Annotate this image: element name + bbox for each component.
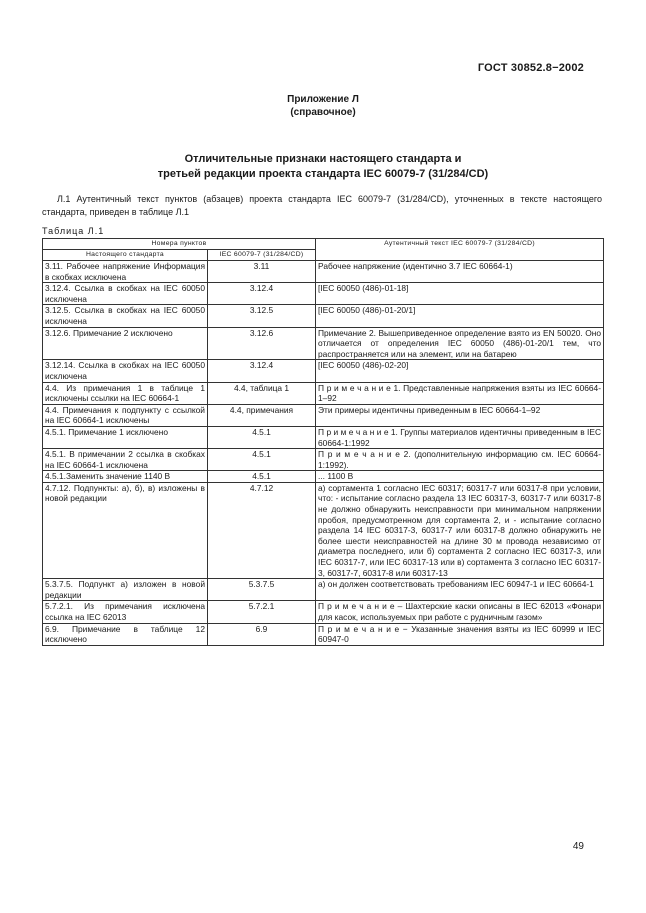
table-caption: Таблица Л.1 xyxy=(42,226,105,236)
section-title-line-1: Отличительные признаки настоящего стандарта и xyxy=(184,153,462,165)
document-code: ГОСТ 30852.8−2002 xyxy=(477,62,584,74)
cell-authentic-text: П р и м е ч а н и е 1. Группы материалов идентичны приведенным в IEC 60664-1:1992 xyxy=(316,426,604,448)
section-title xyxy=(0,152,646,182)
cell-this-standard: 3.12.6. Примечание 2 исключено xyxy=(43,327,208,360)
cell-this-standard: 3.12.14. Ссылка в скобках на IEC 60050 исключена xyxy=(43,360,208,382)
table-row xyxy=(43,471,604,483)
cell-authentic-text: Примечание 2. Вышеприведенное определение взято из EN 50020. Оно отличается от определения IEC 60050 (486)-01-20/1 тем, что распространяется или на элемент, или на батарею xyxy=(316,327,604,360)
cell-this-standard: 6.9. Примечание в таблице 12 исключено xyxy=(43,623,208,645)
cell-this-standard: 3.11. Рабочее напряжение Информация в скобках исключена xyxy=(43,261,208,283)
cell-authentic-text: Эти примеры идентичны приведенным в IEC 60664-1–92 xyxy=(316,404,604,426)
cell-authentic-text: П р и м е ч а н и е − Указанные значения взяты из IEC 60999 и IEC 60947-0 xyxy=(316,623,604,645)
cell-iec-clause: 3.12.4 xyxy=(208,360,316,382)
cell-iec-clause: 3.12.4 xyxy=(208,283,316,305)
cell-authentic-text: П р и м е ч а н и е 1. Представленные напряжения взяты из IEC 60664-1–92 xyxy=(316,382,604,404)
appendix-title: Приложение Л xyxy=(287,94,359,105)
appendix-heading xyxy=(0,93,646,119)
cell-this-standard: 4.5.1. Примечание 1 исключено xyxy=(43,426,208,448)
cell-iec-clause: 6.9 xyxy=(208,623,316,645)
header-item-numbers: Номера пунктов xyxy=(43,239,316,250)
cell-authentic-text: П р и м е ч а н и е 2. (дополнительную информацию см. IEC 60664-1:1992). xyxy=(316,449,604,471)
table-row xyxy=(43,382,604,404)
cell-this-standard: 3.12.4. Ссылка в скобках на IEC 60050 исключена xyxy=(43,283,208,305)
cell-iec-clause: 5.7.2.1 xyxy=(208,601,316,623)
cell-iec-clause: 4.7.12 xyxy=(208,482,316,578)
cell-iec-clause: 3.11 xyxy=(208,261,316,283)
table-row xyxy=(43,327,604,360)
table-row xyxy=(43,426,604,448)
cell-authentic-text: [IEC 60050 (486)-01-20/1] xyxy=(316,305,604,327)
cell-this-standard: 5.7.2.1. Из примечания исключена ссылка на IEC 62013 xyxy=(43,601,208,623)
cell-authentic-text: ... 1100 В xyxy=(316,471,604,483)
table-row xyxy=(43,360,604,382)
header-iec: IEC 60079-7 (31/284/CD) xyxy=(208,250,316,261)
cell-iec-clause: 4.5.1 xyxy=(208,471,316,483)
table-header-row-1 xyxy=(43,239,604,250)
cell-this-standard: 4.5.1.Заменить значение 1140 В xyxy=(43,471,208,483)
appendix-subtitle: (справочное) xyxy=(290,107,356,118)
cell-authentic-text: [IEC 60050 (486)-02-20] xyxy=(316,360,604,382)
intro-paragraph: Л.1 Аутентичный текст пунктов (абзацев) проекта стандарта IEC 60079-7 (31/284/CD), уточненных в тексте настоящего стандарта, приведен в таблице Л.1 xyxy=(42,194,602,217)
cell-iec-clause: 3.12.6 xyxy=(208,327,316,360)
table-row xyxy=(43,623,604,645)
table-body xyxy=(43,261,604,646)
table-row xyxy=(43,261,604,283)
cell-iec-clause: 4.4, примечания xyxy=(208,404,316,426)
section-title-line-2: третьей редакции проекта стандарта IEC 60079-7 (31/284/CD) xyxy=(157,168,489,180)
cell-authentic-text: [IEC 60050 (486)-01-18] xyxy=(316,283,604,305)
cell-this-standard: 4.4. Из примечания 1 в таблице 1 исключены ссылки на IEC 60664-1 xyxy=(43,382,208,404)
table-row xyxy=(43,482,604,578)
cell-this-standard: 3.12.5. Ссылка в скобках на IEC 60050 исключена xyxy=(43,305,208,327)
header-authentic-text: Аутентичный текст IEC 60079-7 (31/284/CD) xyxy=(316,239,604,261)
cell-iec-clause: 4.5.1 xyxy=(208,449,316,471)
table-row xyxy=(43,305,604,327)
cell-this-standard: 4.7.12. Подпункты: а), б), в) изложены в новой редакции xyxy=(43,482,208,578)
table-row xyxy=(43,283,604,305)
page-number: 49 xyxy=(572,841,584,852)
cell-iec-clause: 5.3.7.5 xyxy=(208,579,316,601)
comparison-table xyxy=(42,238,604,646)
cell-authentic-text: а) сортамента 1 согласно IEC 60317; 60317-7 или 60317-8 при условии, что: - испытание согласно раздела 13 IEC 60317-3, 60317-7 или 60317-8 не должно обнаружить неисправности при минимальном напряжении пробоя, предусмотренном для сортамента 2, и - испытание согласно раздела 14 IEC 60317-3, 60317-7 или 60317-8 должно обнаружить не более шести неисправностей на длине 30 м провода независимо от диаметра последнего, или б) сортамента 2 согласно IEC 60317-3, или IEC 60317-7, или IEC 60317-13 или в) сортамента 3 согласно IEC 60317-3, 60317-7, 60317-8 или 60317-13 xyxy=(316,482,604,578)
table-row xyxy=(43,449,604,471)
header-this-standard: Настоящего стандарта xyxy=(43,250,208,261)
cell-this-standard: 4.4. Примечания к подпункту с ссылкой на IEC 60664-1 исключены xyxy=(43,404,208,426)
cell-iec-clause: 4.5.1 xyxy=(208,426,316,448)
cell-this-standard: 5.3.7.5. Подпункт а) изложен в новой редакции xyxy=(43,579,208,601)
cell-iec-clause: 3.12.5 xyxy=(208,305,316,327)
table-row xyxy=(43,579,604,601)
cell-this-standard: 4.5.1. В примечании 2 ссылка в скобках на IEC 60664-1 исключена xyxy=(43,449,208,471)
cell-authentic-text: Рабочее напряжение (идентично 3.7 IEC 60664-1) xyxy=(316,261,604,283)
table-row xyxy=(43,404,604,426)
cell-authentic-text: П р и м е ч а н и е – Шахтерские каски описаны в IEC 62013 «Фонари для касок, используемых при работе с рудничным газом» xyxy=(316,601,604,623)
table-row xyxy=(43,601,604,623)
cell-iec-clause: 4.4, таблица 1 xyxy=(208,382,316,404)
cell-authentic-text: а) он должен соответствовать требованиям IEC 60947-1 и IEC 60664-1 xyxy=(316,579,604,601)
